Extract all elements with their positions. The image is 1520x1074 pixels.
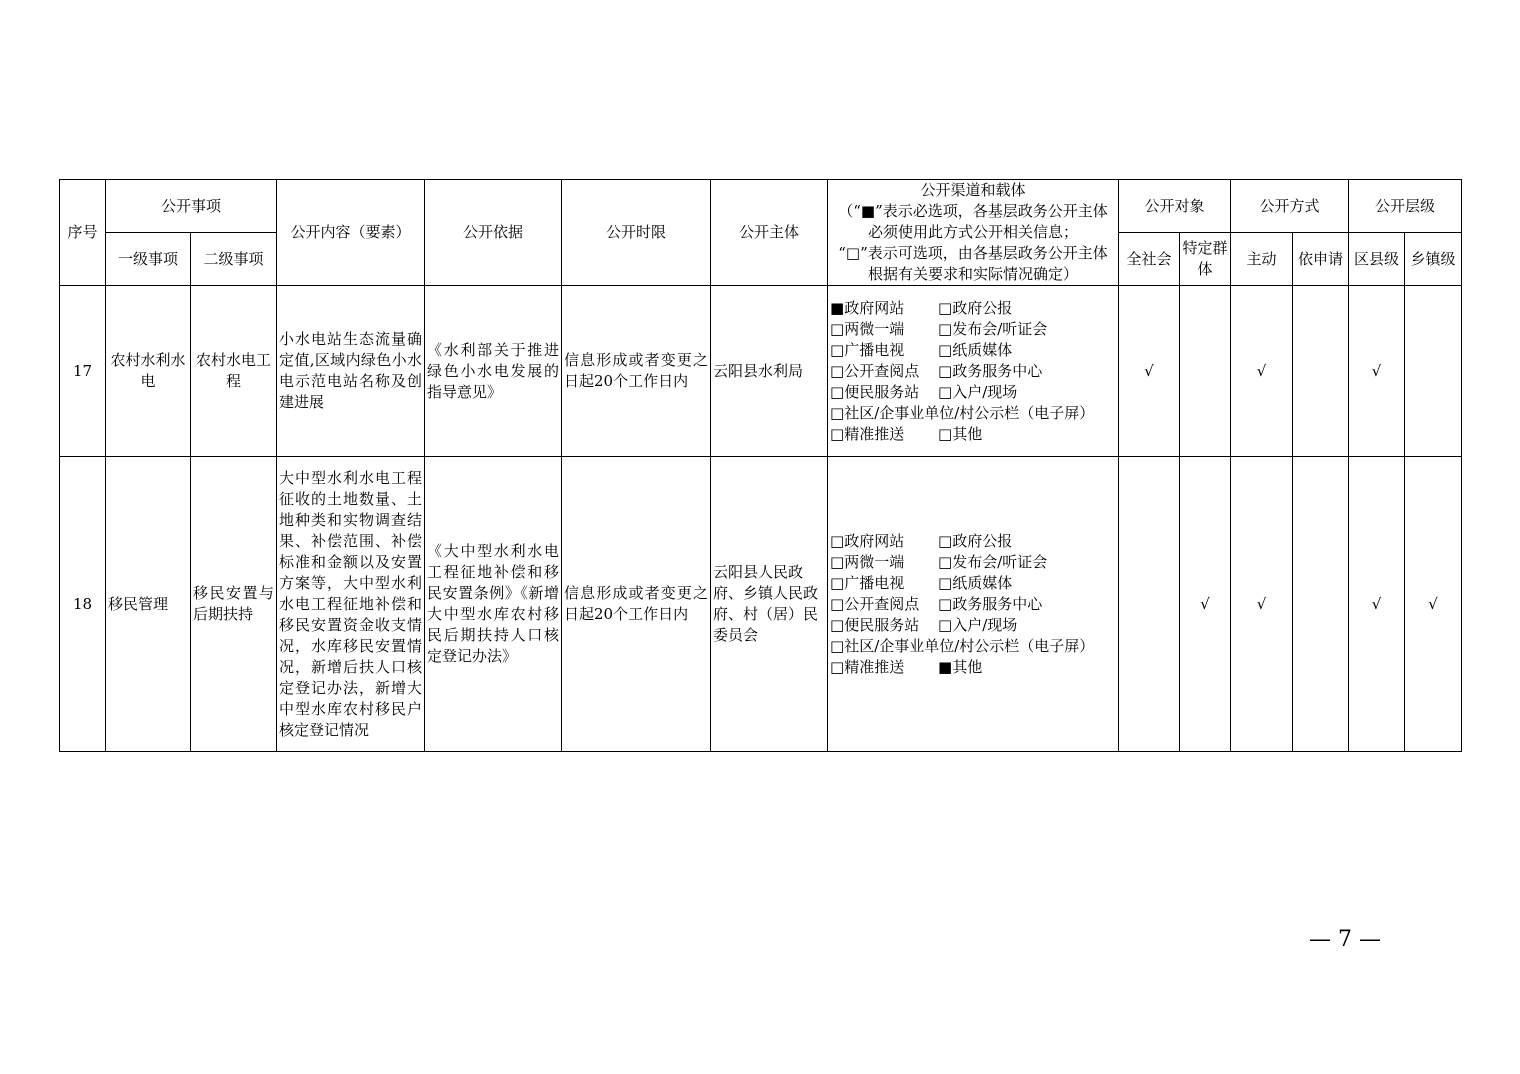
channel-item: □政务服务中心 [938,594,1043,613]
table-row [60,457,1462,752]
row-level-county: √ [1349,457,1405,752]
row-channels [828,286,1119,457]
header-channel [828,180,1119,286]
header-matters: 公开事项 [106,180,277,233]
row-level-town: √ [1405,457,1462,752]
row-timelimit: 信息形成或者变更之日起20个工作日内 [562,457,711,752]
header-timelimit: 公开时限 [562,180,711,286]
channel-line [830,615,1116,636]
row-level1: 农村水利水电 [106,286,191,457]
channel-item: □公开查阅点 [830,594,920,613]
header-object-all: 全社会 [1119,233,1180,286]
channel-item: □便民服务站 [830,615,920,634]
header-level-county: 区县级 [1349,233,1405,286]
page-number: — 7 — [1309,927,1381,952]
header-method-active: 主动 [1231,233,1293,286]
header-channel-line: “□”表示可选项，由各基层政务公开主体 [838,244,1108,262]
table-row [60,286,1462,457]
channel-line [830,552,1116,573]
channel-item: □便民服务站 [830,382,920,401]
channel-line [830,298,1116,319]
channel-item: ■其他 [938,657,983,676]
channel-item: □其他 [938,424,983,443]
header-channel-line: （“■”表示必选项，各基层政务公开主体 [838,202,1108,220]
channel-line [830,319,1116,340]
header-object: 公开对象 [1119,180,1231,233]
row-level2: 农村水电工程 [191,286,277,457]
row-level2: 移民安置与后期扶持 [191,457,277,752]
header-level-town: 乡镇级 [1405,233,1462,286]
row-content: 大中型水利水电工程征收的土地数量、土地种类和实物调查结果、补偿范围、补偿标准和金额以及安置方案等，大中型水利水电工程征地补偿和移民安置资金收支情况，水库移民安置情况，新增后扶人口核定登记办法，新增大中型水库农村移民户核定登记情况 [277,457,425,752]
channel-item: □入户/现场 [938,615,1018,634]
header-channel-line: 必须使用此方式公开相关信息； [868,223,1079,241]
row-seq: 18 [60,457,106,752]
channel-item: □发布会/听证会 [938,552,1048,571]
row-method-request [1293,457,1349,752]
channel-item: □发布会/听证会 [938,319,1048,338]
channel-item: □公开查阅点 [830,361,920,380]
channel-item: □纸质媒体 [938,340,1013,359]
row-method-active: √ [1231,457,1293,752]
channel-line [830,657,1116,678]
disclosure-table [59,179,1462,752]
row-subject: 云阳县人民政府、乡镇人民政府、村（居）民委员会 [711,457,828,752]
header-level: 公开层级 [1349,180,1462,233]
row-subject: 云阳县水利局 [711,286,828,457]
header-basis: 公开依据 [425,180,562,286]
channel-item: □政府网站 [830,531,905,550]
channel-line [830,382,1116,403]
row-level1: 移民管理 [106,457,191,752]
channel-item: □社区/企事业单位/村公示栏（电子屏） [830,636,1095,655]
row-seq: 17 [60,286,106,457]
channel-item: □两微一端 [830,319,905,338]
header-subject: 公开主体 [711,180,828,286]
row-method-active: √ [1231,286,1293,457]
channel-item: □精准推送 [830,657,905,676]
header-row-1 [60,180,1462,233]
channel-line [830,573,1116,594]
header-channel-line: 根据有关要求和实际情况确定） [868,265,1079,283]
header-seq: 序号 [60,180,106,286]
channel-item: □两微一端 [830,552,905,571]
channel-item: □政务服务中心 [938,361,1043,380]
row-object-all: √ [1119,286,1180,457]
channel-item: □政府公报 [938,298,1013,317]
row-basis: 《水利部关于推进绿色小水电发展的指导意见》 [425,286,562,457]
row-level-town [1405,286,1462,457]
row-channels [828,457,1119,752]
channel-line [830,424,1116,445]
header-method: 公开方式 [1231,180,1349,233]
channel-item: □入户/现场 [938,382,1018,401]
row-method-request [1293,286,1349,457]
channel-item: □广播电视 [830,340,905,359]
channel-item: □纸质媒体 [938,573,1013,592]
row-basis: 《大中型水利水电工程征地补偿和移民安置条例》《新增大中型水库农村移民后期扶持人口核定登记办法》 [425,457,562,752]
channel-item: □政府公报 [938,531,1013,550]
channel-line [830,636,1116,657]
header-channel-line: 公开渠道和载体 [920,181,1026,199]
row-object-specific [1180,286,1231,457]
channel-item: □精准推送 [830,424,905,443]
channel-item: □社区/企事业单位/村公示栏（电子屏） [830,403,1095,422]
header-level1: 一级事项 [106,233,191,286]
header-method-request: 依申请 [1293,233,1349,286]
row-level-county: √ [1349,286,1405,457]
header-level2: 二级事项 [191,233,277,286]
row-object-specific: √ [1180,457,1231,752]
channel-line [830,594,1116,615]
channel-line [830,531,1116,552]
channel-line [830,403,1116,424]
row-content: 小水电站生态流量确定值,区域内绿色小水电示范电站名称及创建进展 [277,286,425,457]
header-object-specific: 特定群体 [1180,233,1231,286]
header-content: 公开内容（要素） [277,180,425,286]
channel-item: □广播电视 [830,573,905,592]
channel-line [830,340,1116,361]
row-object-all [1119,457,1180,752]
channel-item: ■政府网站 [830,298,905,317]
channel-line [830,361,1116,382]
row-timelimit: 信息形成或者变更之日起20个工作日内 [562,286,711,457]
